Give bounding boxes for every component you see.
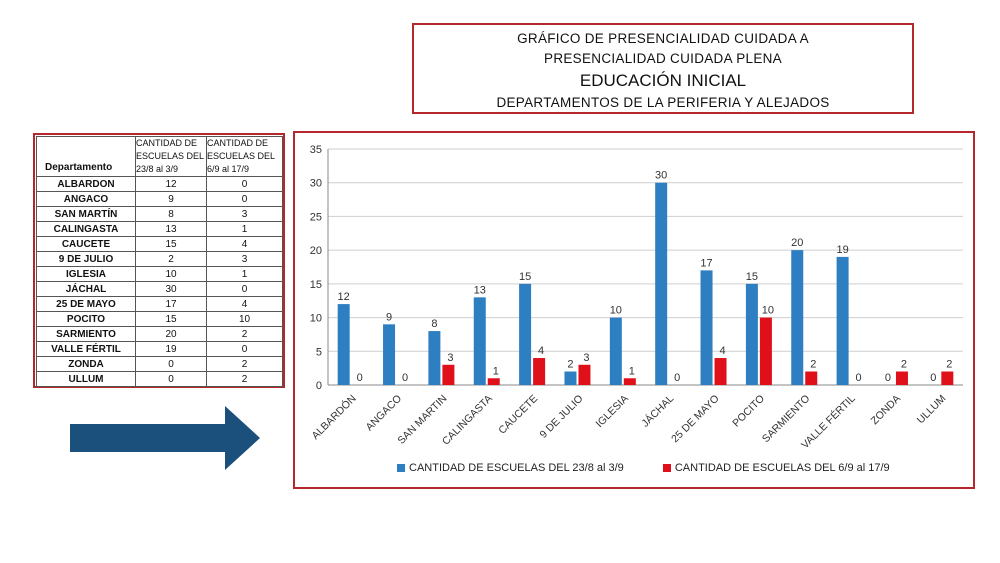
department-table <box>36 136 283 387</box>
table-row <box>37 312 283 327</box>
x-tick-label: CALINGASTA <box>439 392 495 448</box>
table-row <box>37 177 283 192</box>
bar-period-2 <box>715 358 727 385</box>
x-tick-label: ANGACO <box>363 392 405 434</box>
bar-period-1 <box>746 284 758 385</box>
right-arrow-icon <box>70 406 260 470</box>
table-row <box>37 237 283 252</box>
table-row <box>37 357 283 372</box>
cell-period-1: 2 <box>136 252 207 267</box>
cell-period-1: 0 <box>136 372 207 387</box>
bar-period-1 <box>701 270 713 385</box>
data-label-period-2: 1 <box>492 365 499 378</box>
y-tick-label: 35 <box>309 144 322 156</box>
table-row <box>37 222 283 237</box>
title-line-4: DEPARTAMENTOS DE LA PERIFERIA Y ALEJADOS <box>496 95 830 110</box>
x-tick-label: SARMIENTO <box>759 392 813 446</box>
data-label-period-2: 0 <box>356 372 363 384</box>
chart-canvas <box>295 133 973 487</box>
bar-period-2 <box>805 372 817 385</box>
x-tick-label: ALBARDÓN <box>309 392 359 442</box>
cell-period-1: 8 <box>136 207 207 222</box>
bar-chart <box>293 131 975 489</box>
cell-department-name: ANGACO <box>37 192 136 207</box>
y-tick-label: 5 <box>315 346 322 359</box>
data-label-period-2: 2 <box>810 358 817 371</box>
data-label-period-1: 0 <box>884 372 892 384</box>
title-line-2: PRESENCIALIDAD CUIDADA PLENA <box>544 51 782 66</box>
data-label-period-1: 10 <box>609 304 622 317</box>
bar-period-1 <box>791 250 803 385</box>
header-period-2: CANTIDAD DE ESCUELAS DEL 6/9 al 17/9 <box>207 137 283 177</box>
cell-department-name: 9 DE JULIO <box>37 252 136 267</box>
data-label-period-1: 12 <box>337 291 350 304</box>
cell-period-2: 2 <box>207 357 283 372</box>
data-label-period-2: 2 <box>900 358 908 371</box>
cell-period-1: 17 <box>136 297 207 312</box>
cell-department-name: CAUCETE <box>37 237 136 252</box>
bar-period-2 <box>624 378 636 385</box>
x-tick-label: SAN MARTIN <box>395 392 450 447</box>
bar-period-2 <box>578 365 590 385</box>
cell-period-2: 1 <box>207 267 283 282</box>
cell-period-2: 10 <box>207 312 283 327</box>
bar-period-1 <box>428 331 440 385</box>
cell-period-1: 15 <box>136 237 207 252</box>
x-tick-label: ULLUM <box>914 392 949 427</box>
table-header-row <box>37 137 283 177</box>
bar-period-2 <box>533 358 545 385</box>
bar-period-2 <box>760 318 772 385</box>
data-label-period-1: 19 <box>836 243 849 256</box>
data-label-period-2: 0 <box>401 372 409 384</box>
table-row <box>37 297 283 312</box>
data-label-period-2: 3 <box>583 351 590 364</box>
data-label-period-1: 20 <box>791 237 804 250</box>
table-row <box>37 282 283 297</box>
legend-swatch-blue <box>397 464 405 472</box>
cell-period-2: 3 <box>207 207 283 222</box>
cell-period-1: 12 <box>136 177 207 192</box>
cell-department-name: ZONDA <box>37 357 136 372</box>
cell-period-1: 30 <box>136 282 207 297</box>
data-label-period-1: 8 <box>431 318 438 331</box>
cell-period-2: 3 <box>207 252 283 267</box>
data-label-period-1: 30 <box>655 169 668 182</box>
data-label-period-1: 17 <box>700 257 713 270</box>
cell-period-1: 15 <box>136 312 207 327</box>
cell-department-name: ALBARDON <box>37 177 136 192</box>
data-label-period-2: 2 <box>946 358 953 371</box>
bar-period-2 <box>896 372 908 385</box>
x-tick-label: 25 DE MAYO <box>669 392 722 446</box>
y-tick-label: 10 <box>309 312 322 325</box>
bar-period-2 <box>488 378 500 385</box>
legend-item-period-2 <box>663 462 890 474</box>
x-tick-label: 9 DE JULIO <box>537 392 586 441</box>
bar-period-1 <box>338 304 350 385</box>
cell-department-name: ULLUM <box>37 372 136 387</box>
cell-department-name: POCITO <box>37 312 136 327</box>
legend-item-period-1 <box>397 462 624 474</box>
cell-period-2: 2 <box>207 372 283 387</box>
table-row <box>37 327 283 342</box>
department-table-box <box>33 133 285 388</box>
header-departamento: Departamento <box>37 137 136 177</box>
table-row <box>37 252 283 267</box>
bar-period-1 <box>383 324 395 385</box>
x-tick-label: ZONDA <box>868 392 904 428</box>
table-row <box>37 207 283 222</box>
cell-period-2: 0 <box>207 342 283 357</box>
data-label-period-1: 0 <box>930 372 937 384</box>
data-label-period-1: 13 <box>473 284 486 297</box>
cell-department-name: IGLESIA <box>37 267 136 282</box>
cell-period-2: 4 <box>207 237 283 252</box>
cell-period-2: 2 <box>207 327 283 342</box>
cell-department-name: SARMIENTO <box>37 327 136 342</box>
cell-period-2: 0 <box>207 192 283 207</box>
y-tick-label: 30 <box>309 177 322 190</box>
cell-period-2: 4 <box>207 297 283 312</box>
x-tick-label: CAUCETE <box>496 392 541 437</box>
title-line-1: GRÁFICO DE PRESENCIALIDAD CUIDADA A <box>517 31 809 46</box>
cell-period-1: 13 <box>136 222 207 237</box>
x-tick-label: VALLE FÉRTIL <box>799 392 858 452</box>
legend-label-period-1: CANTIDAD DE ESCUELAS DEL 23/8 al 3/9 <box>409 462 624 474</box>
data-label-period-2: 4 <box>538 345 545 358</box>
data-label-period-2: 1 <box>628 365 635 378</box>
cell-department-name: VALLE FÉRTIL <box>37 342 136 357</box>
cell-period-2: 1 <box>207 222 283 237</box>
header-period-1: CANTIDAD DE ESCUELAS DEL 23/8 al 3/9 <box>136 137 207 177</box>
cell-department-name: SAN MARTÍN <box>37 207 136 222</box>
y-tick-label: 15 <box>309 278 322 291</box>
cell-period-2: 0 <box>207 177 283 192</box>
bar-period-1 <box>610 318 622 385</box>
data-label-period-1: 9 <box>385 311 393 324</box>
bar-period-2 <box>442 365 454 385</box>
bar-period-1 <box>837 257 849 385</box>
cell-period-2: 0 <box>207 282 283 297</box>
table-row <box>37 372 283 387</box>
y-tick-label: 20 <box>309 245 322 258</box>
table-row <box>37 267 283 282</box>
data-label-period-2: 10 <box>761 304 775 317</box>
cell-department-name: 25 DE MAYO <box>37 297 136 312</box>
data-label-period-2: 0 <box>674 372 681 384</box>
cell-period-1: 20 <box>136 327 207 342</box>
cell-period-1: 0 <box>136 357 207 372</box>
data-label-period-1: 15 <box>518 270 532 283</box>
title-line-3: EDUCACIÓN INICIAL <box>579 71 747 90</box>
legend-label-period-2: CANTIDAD DE ESCUELAS DEL 6/9 al 17/9 <box>674 462 890 474</box>
data-label-period-2: 3 <box>447 351 454 364</box>
chart-title-box <box>412 23 914 114</box>
cell-period-1: 19 <box>136 342 207 357</box>
data-label-period-1: 15 <box>745 270 759 283</box>
data-label-period-2: 0 <box>855 372 862 384</box>
bar-period-1 <box>474 297 486 385</box>
data-label-period-1: 2 <box>567 358 574 371</box>
cell-period-1: 9 <box>136 192 207 207</box>
bar-period-1 <box>655 183 667 385</box>
legend-swatch-red <box>663 464 671 472</box>
bar-period-1 <box>564 372 576 385</box>
table-row <box>37 342 283 357</box>
x-tick-label: IGLESIA <box>593 392 631 431</box>
bar-period-1 <box>519 284 531 385</box>
cell-period-1: 10 <box>136 267 207 282</box>
bar-period-2 <box>941 372 953 385</box>
y-tick-label: 0 <box>315 380 322 392</box>
x-tick-label: JÁCHAL <box>639 392 677 430</box>
x-tick-label: POCITO <box>730 392 768 430</box>
data-label-period-2: 4 <box>719 345 726 358</box>
table-row <box>37 192 283 207</box>
cell-department-name: CALINGASTA <box>37 222 136 237</box>
cell-department-name: JÁCHAL <box>37 282 136 297</box>
chart-legend <box>397 462 926 475</box>
y-tick-label: 25 <box>309 211 322 224</box>
